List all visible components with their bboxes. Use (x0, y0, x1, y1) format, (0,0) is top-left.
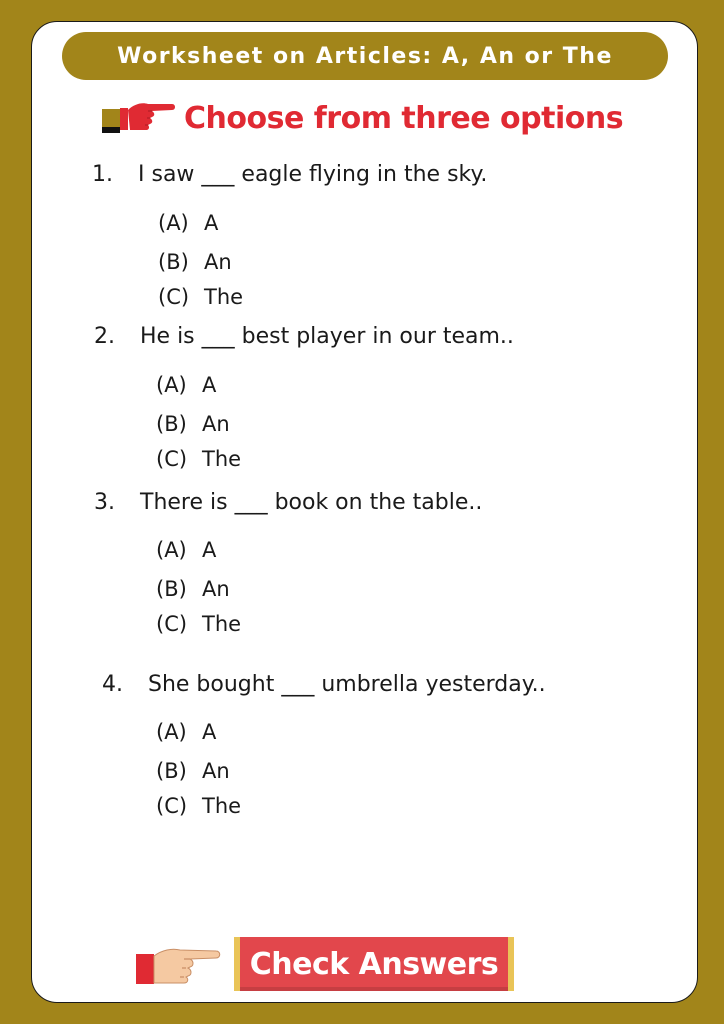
option-4b[interactable] (156, 759, 230, 783)
question-number: 2. (94, 324, 115, 349)
option-label: (B) (156, 412, 187, 436)
option-1a[interactable] (158, 211, 218, 235)
question-number: 1. (92, 162, 113, 187)
option-label: (C) (156, 447, 188, 471)
instruction-row (100, 96, 623, 140)
option-text: An (202, 759, 230, 783)
instruction-text: Choose from three options (184, 100, 624, 136)
option-3c[interactable] (156, 612, 241, 636)
question-text: He is ___ best player in our team.. (140, 324, 514, 349)
option-text: The (202, 612, 242, 636)
option-2a[interactable] (156, 373, 216, 397)
question-4 (102, 672, 546, 697)
title-banner (62, 32, 668, 80)
option-text: An (202, 412, 230, 436)
option-label: (C) (156, 612, 188, 636)
option-text: A (204, 211, 219, 235)
option-4a[interactable] (156, 720, 216, 744)
option-text: The (204, 285, 244, 309)
question-number: 4. (102, 672, 123, 697)
option-label: (C) (158, 285, 190, 309)
option-label: (B) (156, 577, 187, 601)
option-text: A (202, 538, 217, 562)
option-label: (B) (156, 759, 187, 783)
check-answers-label: Check Answers (249, 946, 499, 982)
option-3a[interactable] (156, 538, 216, 562)
option-2b[interactable] (156, 412, 230, 436)
option-label: (A) (156, 538, 187, 562)
option-1c[interactable] (158, 285, 243, 309)
option-2c[interactable] (156, 447, 241, 471)
option-label: (A) (158, 211, 189, 235)
question-text: I saw ___ eagle flying in the sky. (138, 162, 488, 187)
option-text: The (202, 447, 242, 471)
question-text: There is ___ book on the table.. (140, 490, 483, 515)
option-text: An (202, 577, 230, 601)
check-answers-button[interactable] (234, 937, 514, 991)
question-number: 3. (94, 490, 115, 515)
option-label: (B) (158, 250, 189, 274)
option-text: An (204, 250, 232, 274)
option-text: A (202, 373, 217, 397)
pointing-hand-icon (134, 940, 222, 988)
option-label: (A) (156, 720, 187, 744)
pointing-hand-icon (100, 98, 176, 138)
option-text: A (202, 720, 217, 744)
option-4c[interactable] (156, 794, 241, 818)
option-3b[interactable] (156, 577, 230, 601)
option-label: (C) (156, 794, 188, 818)
option-text: The (202, 794, 242, 818)
question-2 (94, 324, 514, 349)
worksheet-title: Worksheet on Articles: A, An or The (117, 43, 613, 69)
question-1 (92, 162, 487, 187)
check-answers-row (134, 935, 514, 993)
question-3 (94, 490, 482, 515)
option-1b[interactable] (158, 250, 232, 274)
option-label: (A) (156, 373, 187, 397)
question-text: She bought ___ umbrella yesterday.. (148, 672, 546, 697)
